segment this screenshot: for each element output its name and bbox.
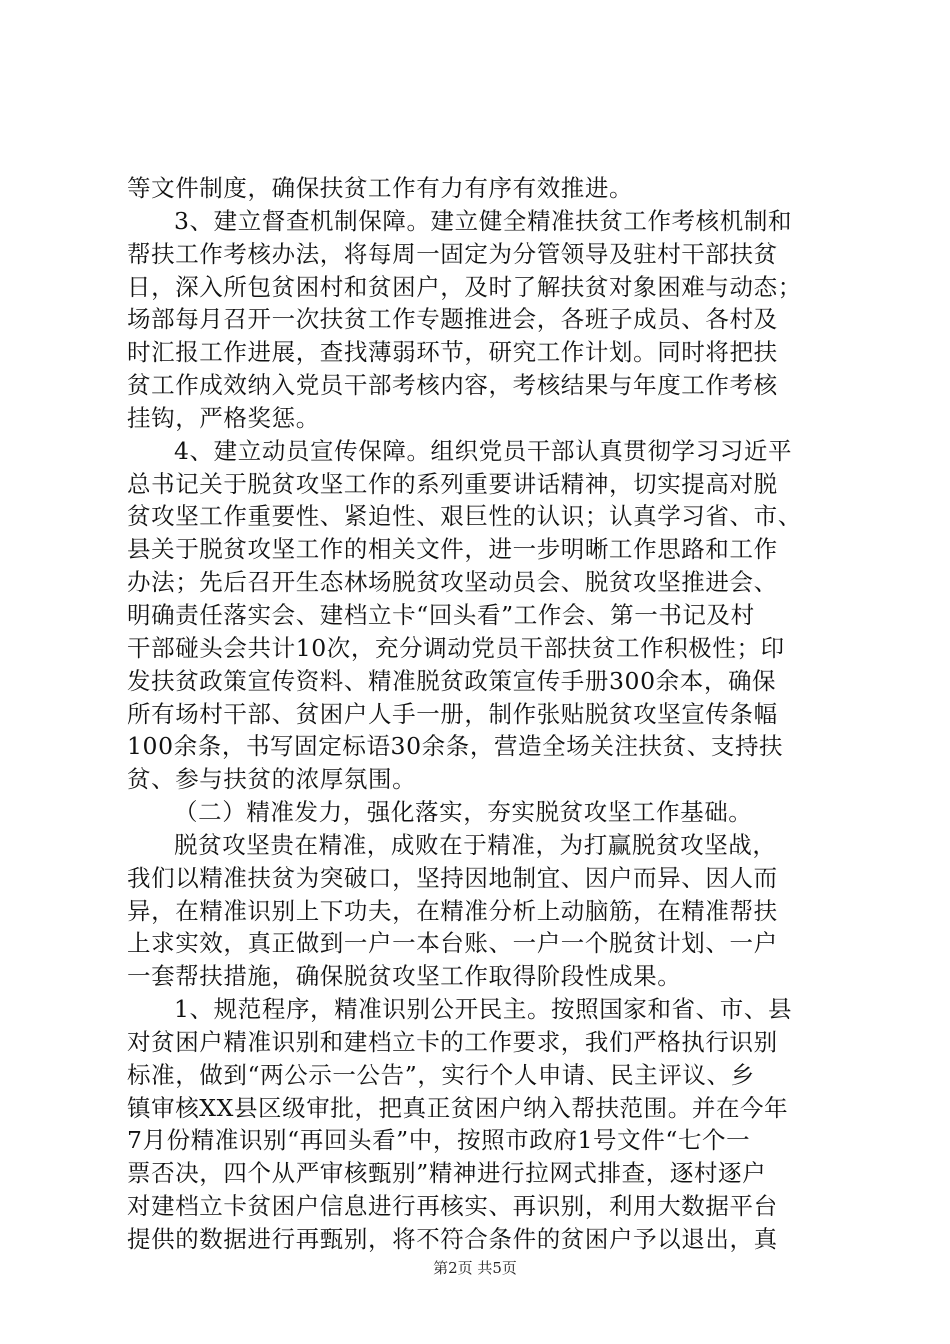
text-line: 脱贫攻坚贵在精准，成败在于精准，为打赢脱贫攻坚战， <box>174 830 777 859</box>
text-line: 1、规范程序，精准识别公开民主。按照国家和省、市、县 <box>174 995 793 1024</box>
text-line: 一套帮扶措施，确保脱贫攻坚工作取得阶段性成果。 <box>127 962 682 991</box>
text-line: 明确责任落实会、建档立卡“回头看”工作会、第一书记及村 <box>127 600 755 629</box>
text-line: 县关于脱贫攻坚工作的相关文件，进一步明晰工作思路和工作 <box>127 535 778 564</box>
text-line: 3、建立督查机制保障。建立健全精准扶贫工作考核机制和 <box>174 206 793 235</box>
text-line: 日，深入所包贫困村和贫困户，及时了解扶贫对象困难与动态； <box>127 272 802 301</box>
text-line: 贫、参与扶贫的浓厚氛围。 <box>127 765 417 794</box>
text-line: （二）精准发力，强化落实，夯实脱贫攻坚工作基础。 <box>174 798 753 827</box>
text-line: 贫工作成效纳入党员干部考核内容，考核结果与年度工作考核 <box>127 371 778 400</box>
text-line: 所有场村干部、贫困户人手一册，制作张贴脱贫攻坚宣传条幅 <box>127 699 778 728</box>
text-line: 办法；先后召开生态林场脱贫攻坚动员会、脱贫攻坚推进会、 <box>127 568 778 597</box>
text-line: 帮扶工作考核办法，将每周一固定为分管领导及驻村干部扶贫 <box>127 239 778 268</box>
text-line: 时汇报工作进展，查找薄弱环节，研究工作计划。同时将把扶 <box>127 338 778 367</box>
text-line: 镇审核XX县区级审批，把真正贫困户纳入帮扶范围。并在今年 <box>127 1093 789 1122</box>
text-line: 7月份精准识别“再回头看”中，按照市政府1号文件“七个一 <box>127 1126 751 1155</box>
document-body <box>127 172 832 1256</box>
text-line: 等文件制度，确保扶贫工作有力有序有效推进。 <box>127 174 634 202</box>
text-line: 票否决，四个从严审核甄别”精神进行拉网式排查，逐村逐户 <box>127 1159 767 1188</box>
text-line: 贫攻坚工作重要性、紧迫性、艰巨性的认识；认真学习省、市、 <box>127 502 802 531</box>
text-line: 挂钩，严格奖惩。 <box>127 403 320 432</box>
text-line: 4、建立动员宣传保障。组织党员干部认真贯彻学习习近平 <box>174 436 793 465</box>
text-line: 干部碰头会共计10次，充分调动党员干部扶贫工作积极性；印 <box>127 633 785 662</box>
text-line: 总书记关于脱贫攻坚工作的系列重要讲话精神，切实提高对脱 <box>127 469 778 498</box>
text-line: 对贫困户精准识别和建档立卡的工作要求，我们严格执行识别 <box>127 1027 778 1056</box>
text-line: 场部每月召开一次扶贫工作专题推进会，各班子成员、各村及 <box>127 305 778 334</box>
text-line: 对建档立卡贫困户信息进行再核实、再识别，利用大数据平台 <box>127 1192 778 1221</box>
text-line: 发扶贫政策宣传资料、精准脱贫政策宣传手册300余本，确保 <box>127 666 777 695</box>
text-line: 标准，做到“两公示一公告”，实行个人申请、民主评议、乡 <box>127 1060 755 1089</box>
text-line: 我们以精准扶贫为突破口，坚持因地制宜、因户而异、因人而 <box>127 863 778 892</box>
text-line: 异，在精准识别上下功夫，在精准分析上动脑筋，在精准帮扶 <box>127 896 778 925</box>
page-footer: 第2页 共5页 <box>433 1259 517 1277</box>
text-line: 上求实效，真正做到一户一本台账、一户一个脱贫计划、一户 <box>127 929 778 958</box>
text-line: 提供的数据进行再甄别，将不符合条件的贫困户予以退出，真 <box>127 1225 778 1253</box>
text-line: 100余条，书写固定标语30余条，营造全场关注扶贫、支持扶 <box>127 732 784 761</box>
